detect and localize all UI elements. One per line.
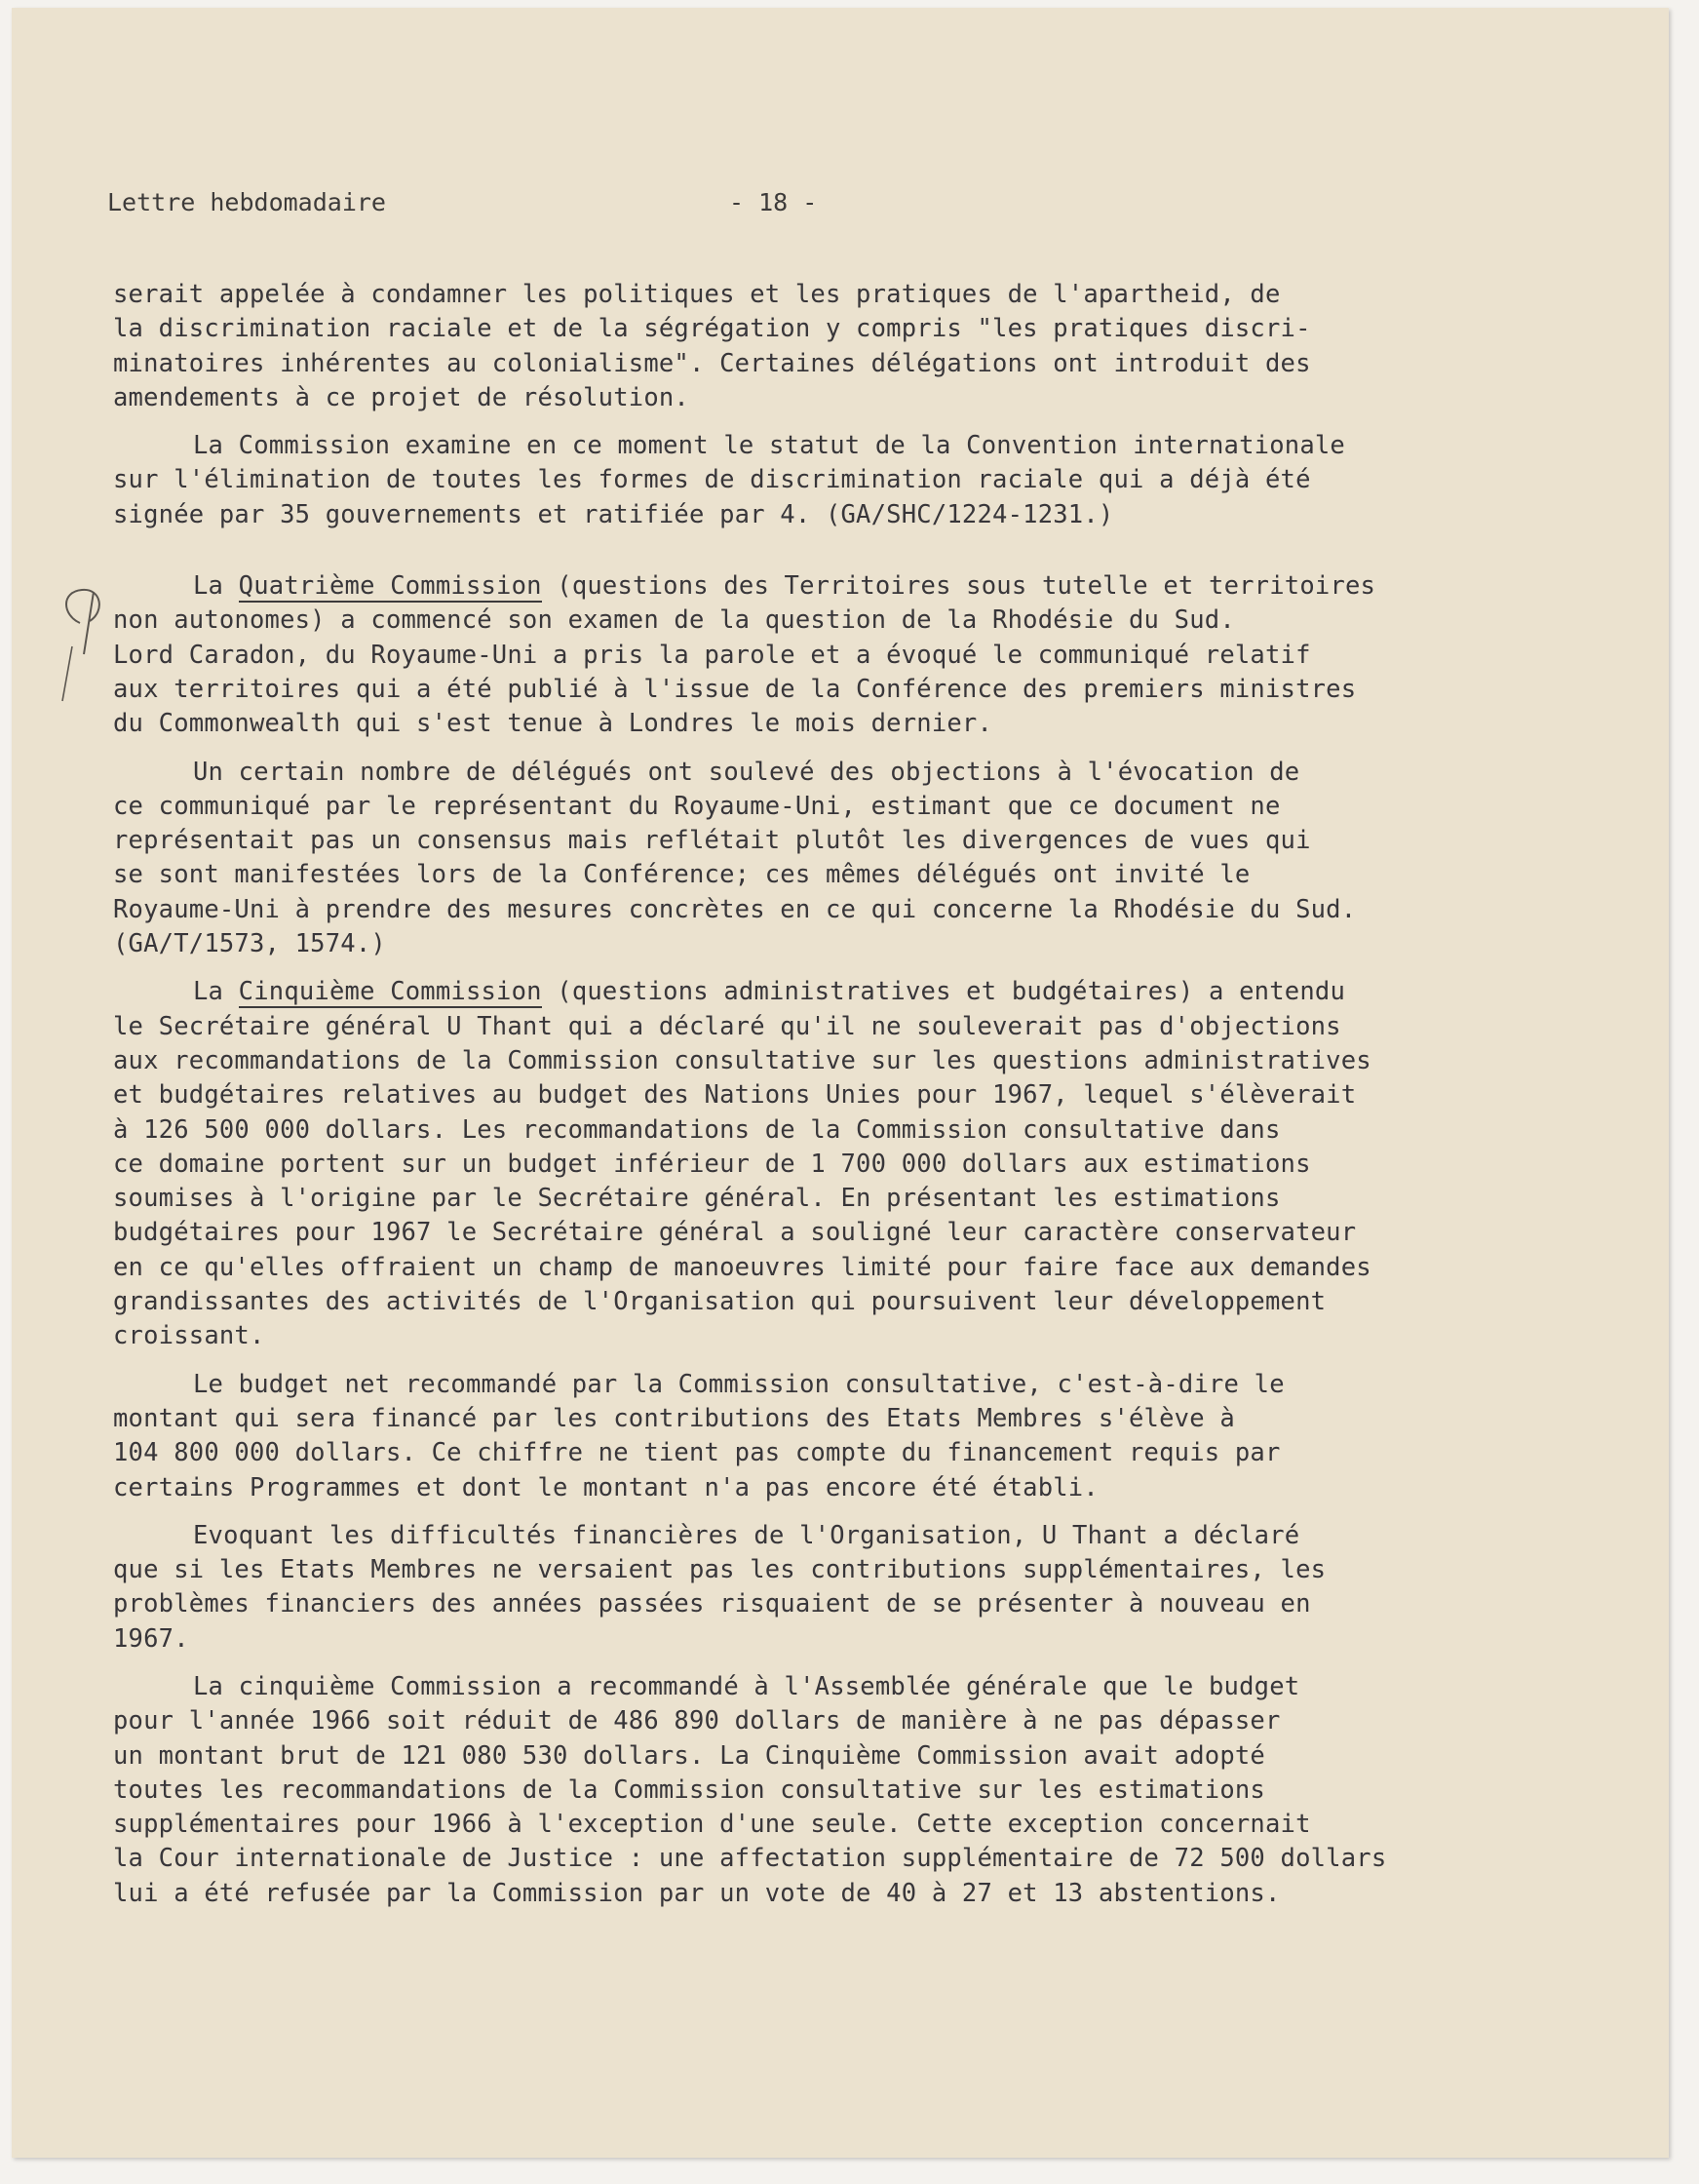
- text-line: Un certain nombre de délégués ont soulevé des objections à l'évocation de: [193, 757, 1300, 787]
- text-line: supplémentaires pour 1966 à l'exception d'une seule. Cette exception concernait: [113, 1810, 1311, 1840]
- text-line: et budgétaires relatives au budget des Nations Unies pour 1967, lequel s'élèverait: [113, 1080, 1357, 1111]
- text-line: (GA/T/1573, 1574.): [113, 929, 386, 959]
- text-line: soumises à l'origine par le Secrétaire général. En présentant les estimations: [113, 1184, 1281, 1214]
- text-line: grandissantes des activités de l'Organisation qui poursuivent leur développement: [113, 1287, 1327, 1317]
- text-prefix: La: [193, 977, 239, 1007]
- text-line-first: [113, 569, 1497, 604]
- page-number: - 18 -: [729, 188, 818, 216]
- text-line: du Commonwealth qui s'est tenue à Londres le mois dernier.: [113, 709, 993, 739]
- paragraph-6: [113, 1368, 1497, 1505]
- text-line: minatoires inhérentes au colonialisme". Certaines délégations ont introduit des: [113, 348, 1311, 378]
- text-line: 1967.: [113, 1623, 189, 1654]
- text-suffix: (questions des Territoires sous tutelle et territoires: [541, 571, 1376, 602]
- underlined-commission-name: Quatrième Commission: [238, 571, 542, 602]
- text-line: signée par 35 gouvernements et ratifiée par 4. (GA/SHC/1224-1231.): [113, 499, 1114, 529]
- text-line: La Commission examine en ce moment le statut de la Convention internationale: [193, 431, 1345, 461]
- text-line-first: [113, 975, 1497, 1009]
- text-line: Royaume-Uni à prendre des mesures concrètes en ce qui concerne la Rhodésie du Sud.: [113, 894, 1357, 924]
- text-line: pour l'année 1966 soit réduit de 486 890 dollars de manière à ne pas dépasser: [113, 1706, 1281, 1736]
- paragraph-7: [113, 1519, 1497, 1657]
- text-line: problèmes financiers des années passées risquaient de se présenter à nouveau en: [113, 1589, 1311, 1619]
- text-line: ce communiqué par le représentant du Royaume-Uni, estimant que ce document ne: [113, 791, 1281, 821]
- text-line: amendements à ce projet de résolution.: [113, 382, 689, 412]
- text-line: la discrimination raciale et de la ségrégation y compris "les pratiques discri-: [113, 314, 1311, 344]
- text-line: certains Programmes et dont le montant n'a pas encore été établi.: [113, 1472, 1099, 1502]
- text-line: sur l'élimination de toutes les formes de discrimination raciale qui a déjà été: [113, 465, 1311, 495]
- text-line: représentait pas un consensus mais reflétait plutôt les divergences de vues qui: [113, 826, 1311, 856]
- text-line: à 126 500 000 dollars. Les recommandations de la Commission consultative dans: [113, 1114, 1281, 1145]
- text-line: 104 800 000 dollars. Ce chiffre ne tient pas compte du financement requis par: [113, 1438, 1281, 1468]
- text-prefix: La: [193, 571, 239, 602]
- text-line: Evoquant les difficultés financières de l'Organisation, U Thant a déclaré: [193, 1520, 1300, 1550]
- paragraph-4: [113, 756, 1497, 962]
- text-line: un montant brut de 121 080 530 dollars. La Cinquième Commission avait adopté: [113, 1740, 1265, 1771]
- underlined-commission-name: Cinquième Commission: [238, 977, 542, 1007]
- text-line: que si les Etats Membres ne versaient pas les contributions supplémentaires, les: [113, 1555, 1327, 1585]
- text-line: croissant.: [113, 1321, 265, 1351]
- text-line: Lord Caradon, du Royaume-Uni a pris la parole et a évoqué le communiqué relatif: [113, 640, 1311, 670]
- text-line: Le budget net recommandé par la Commission consultative, c'est-à-dire le: [193, 1369, 1285, 1399]
- paragraph-8: [113, 1670, 1497, 1911]
- text-line: aux recommandations de la Commission consultative sur les questions administratives: [113, 1045, 1371, 1075]
- paragraph-1: [113, 278, 1497, 415]
- text-line: le Secrétaire général U Thant qui a déclaré qu'il ne souleverait pas d'objections: [113, 1011, 1341, 1041]
- text-line: serait appelée à condamner les politiques et les pratiques de l'apartheid, de: [113, 280, 1281, 309]
- text-line: La cinquième Commission a recommandé à l'Assemblée générale que le budget: [193, 1671, 1300, 1701]
- paragraph-3: [113, 569, 1497, 741]
- text-line: en ce qu'elles offraient un champ de manoeuvres limité pour faire face aux demandes: [113, 1252, 1371, 1282]
- text-line: montant qui sera financé par les contributions des Etats Membres s'élève à: [113, 1403, 1235, 1433]
- text-suffix: (questions administratives et budgétaires) a entendu: [541, 977, 1345, 1007]
- text-line: toutes les recommandations de la Commission consultative sur les estimations: [113, 1774, 1265, 1805]
- text-line: non autonomes) a commencé son examen de la question de la Rhodésie du Sud.: [113, 605, 1235, 636]
- header-title: Lettre hebdomadaire: [107, 188, 386, 216]
- body-text: [113, 278, 1497, 1925]
- text-line: la Cour internationale de Justice : une affectation supplémentaire de 72 500 dollars: [113, 1844, 1387, 1874]
- paragraph-2: [113, 429, 1497, 532]
- paragraph-5: [113, 975, 1497, 1353]
- text-line: se sont manifestées lors de la Conférence; ces mêmes délégués ont invité le: [113, 860, 1251, 890]
- text-line: aux territoires qui a été publié à l'issue de la Conférence des premiers ministres: [113, 674, 1357, 704]
- text-line: budgétaires pour 1967 le Secrétaire général a souligné leur caractère conservateur: [113, 1218, 1357, 1248]
- document-page: [12, 8, 1669, 2158]
- text-line: ce domaine portent sur un budget inférieur de 1 700 000 dollars aux estimations: [113, 1149, 1311, 1179]
- text-line: lui a été refusée par la Commission par un vote de 40 à 27 et 13 abstentions.: [113, 1878, 1281, 1908]
